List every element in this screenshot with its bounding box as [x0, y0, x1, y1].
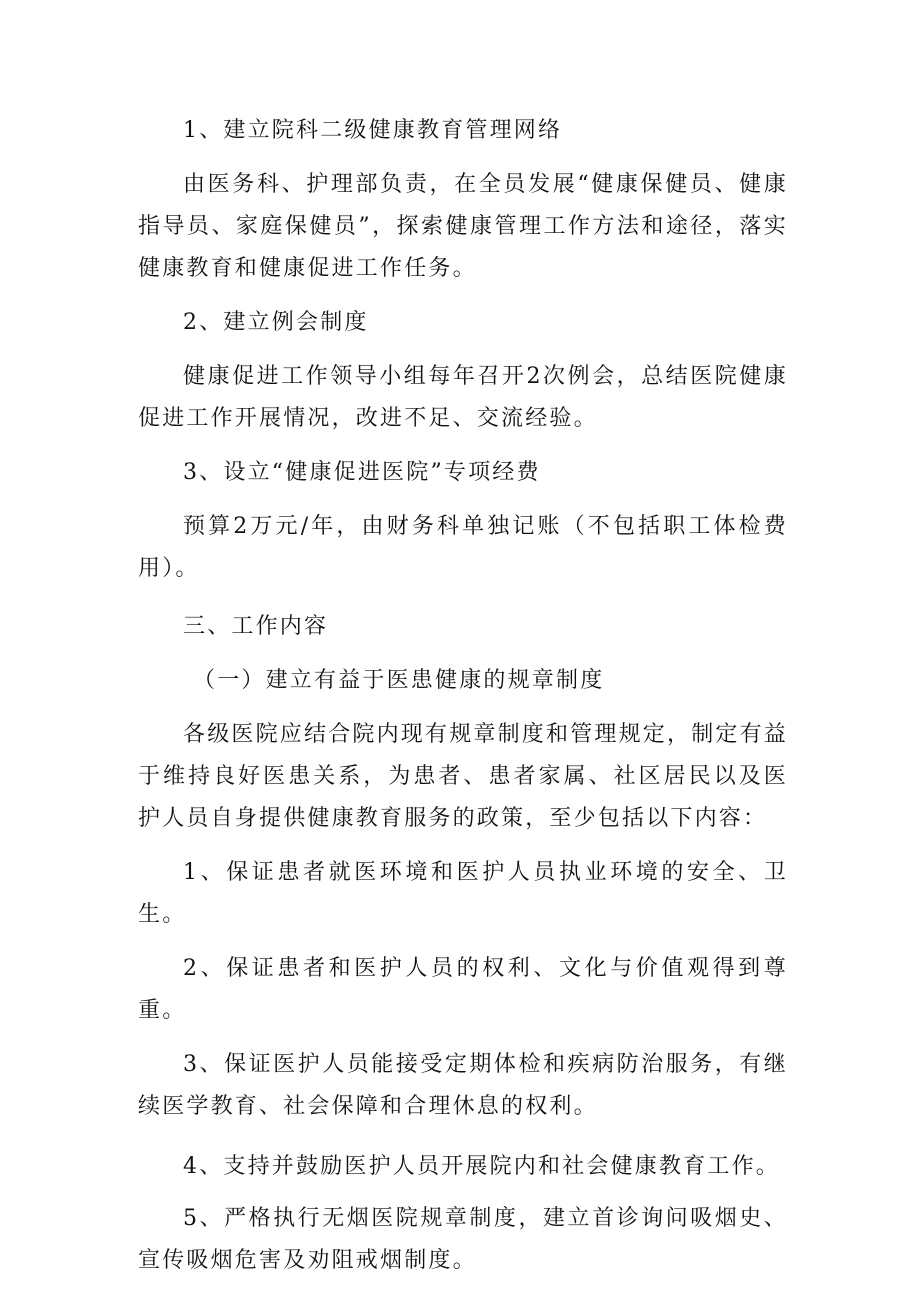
- list-item-3: 3、保证医护人员能接受定期体检和疾病防治服务，有继续医学教育、社会保障和合理休息的权利。: [138, 1052, 788, 1119]
- list-item-5: 5、严格执行无烟医院规章制度，建立首诊询问吸烟史、宣传吸烟危害及劝阻戒烟制度。: [138, 1206, 788, 1273]
- document-body: [138, 110, 788, 1282]
- paragraph-network-details: 由医务科、护理部负责，在全员发展“健康保健员、健康指导员、家庭保健员”，探索健康管理工作方法和途径，落实健康教育和健康促进工作任务。: [138, 172, 788, 281]
- paragraph-rules-intro: 各级医院应结合院内现有规章制度和管理规定，制定有益于维持良好医患关系，为患者、患者家属、社区居民以及医护人员自身提供健康教育服务的政策，至少包括以下内容：: [138, 722, 789, 831]
- section-heading-network: 1、建立院科二级健康教育管理网络: [183, 118, 563, 143]
- section-heading-meeting: 2、建立例会制度: [183, 310, 369, 335]
- list-item-1: 1、保证患者就医环境和医护人员执业环境的安全、卫生。: [138, 860, 788, 927]
- list-item-4: 4、支持并鼓励医护人员开展院内和社会健康教育工作。: [183, 1154, 780, 1179]
- paragraph-funding-details: 预算2万元/年，由财务科单独记账（不包括职工体检费用）。: [138, 514, 788, 581]
- section-heading-work-content: 三、工作内容: [183, 614, 329, 639]
- paragraph-meeting-details: 健康促进工作领导小组每年召开2次例会，总结医院健康促进工作开展情况，改进不足、交流经验。: [138, 364, 788, 431]
- list-item-2: 2、保证患者和医护人员的权利、文化与价值观得到尊重。: [138, 956, 788, 1023]
- section-heading-funding: 3、设立“健康促进医院”专项经费: [183, 460, 541, 485]
- subsection-heading-rules: （一）建立有益于医患健康的规章制度: [193, 668, 605, 693]
